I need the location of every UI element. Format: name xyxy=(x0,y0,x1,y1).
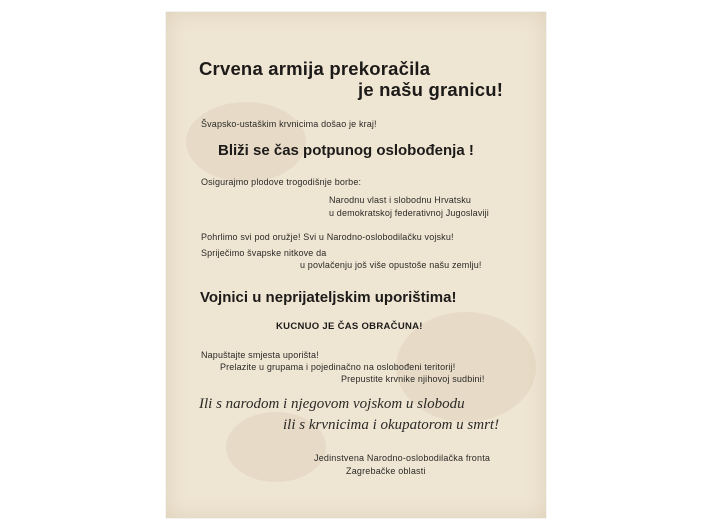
leaflet-title-line-2: je našu granicu! xyxy=(358,79,504,100)
text-line-vlast: Narodnu vlast i slobodnu Hrvatsku xyxy=(329,195,472,205)
text-line-osigurajmo: Osigurajmo plodove trogodišnje borbe: xyxy=(201,177,362,187)
caps-kucnuo: KUCNUO JE ČAS OBRAČUNA! xyxy=(276,321,423,332)
text-line-povlacenju: u povlačenju još više opustoše našu zemlju! xyxy=(300,260,482,270)
leaflet-paper xyxy=(166,12,546,518)
text-line-napustajte: Napuštajte smjesta uporišta! xyxy=(201,350,319,360)
signature-line-2: Zagrebačke oblasti xyxy=(346,466,426,476)
text-line-sprijecimo: Spriječimo švapske nitkove da xyxy=(201,248,327,258)
text-line-prelazite: Prelazite u grupama i pojedinačno na oslobođeni teritorij! xyxy=(220,362,456,372)
text-line-pohrlimo: Pohrlimo svi pod oružje! Svi u Narodno-oslobodilačku vojsku! xyxy=(201,232,454,242)
heading-oslobodjenje: Bliži se čas potpunog oslobođenja ! xyxy=(218,142,474,159)
text-line-kraj: Švapsko-ustaškim krvnicima došao je kraj! xyxy=(201,119,377,129)
italic-line-1: Ili s narodom i njegovom vojskom u slobodu xyxy=(199,396,465,412)
text-line-federativna: u demokratskoj federativnoj Jugoslaviji xyxy=(329,208,489,218)
signature-line-1: Jedinstvena Narodno-oslobodilačka fronta xyxy=(314,453,491,463)
text-line-prepustite: Prepustite krvnike njihovoj sudbini! xyxy=(341,374,485,384)
italic-line-2: ili s krvnicima i okupatorom u smrt! xyxy=(283,417,500,433)
leaflet-title-line-1: Crvena armija prekoračila xyxy=(199,58,431,79)
heading-vojnici: Vojnici u neprijateljskim uporištima! xyxy=(200,289,457,306)
